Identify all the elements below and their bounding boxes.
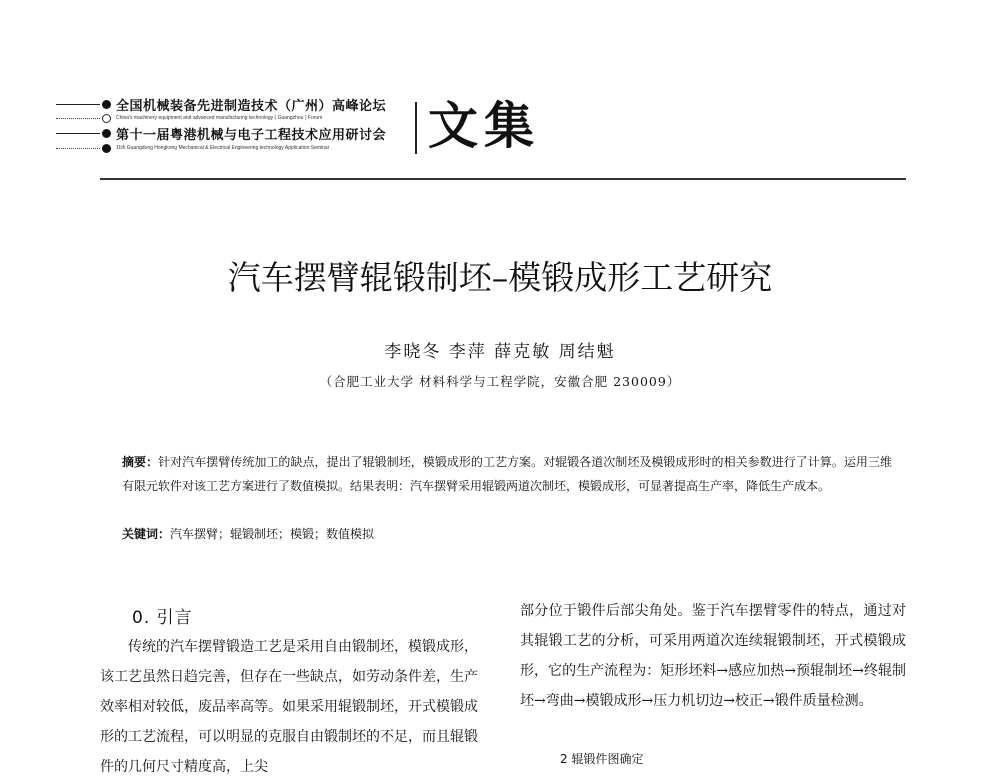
keywords bbox=[122, 522, 892, 546]
next-subheading: 2 辊锻件图确定 bbox=[560, 752, 644, 766]
header-rule-segment bbox=[56, 104, 100, 105]
bullet-ring-icon bbox=[102, 114, 111, 123]
header-rule-segment bbox=[56, 133, 100, 134]
keywords-text: 汽车摆臂；辊锻制坯；模锻；数值模拟 bbox=[170, 527, 375, 541]
bullet-icon bbox=[102, 129, 111, 138]
header-bottom-rule bbox=[100, 178, 906, 180]
bullet-icon bbox=[102, 144, 111, 153]
keywords-label: 关键词： bbox=[122, 527, 171, 541]
forum-name-en: China's machinery equipment and advanced manufacturing technology ( Guangzhou ) Forum bbox=[116, 115, 323, 121]
header-row-4 bbox=[56, 141, 329, 155]
header-row-1 bbox=[56, 97, 387, 114]
paper-title: 汽车摆臂辊锻制坯–模锻成形工艺研究 bbox=[227, 258, 773, 297]
paper-authors: 李晓冬 李萍 薛克敏 周结魁 bbox=[384, 342, 616, 362]
abstract bbox=[122, 450, 892, 498]
header-rule-segment bbox=[56, 148, 100, 149]
body-right-column: 部分位于锻件后部尖角处。鉴于汽车摆臂零件的特点，通过对其辊锻工艺的分析，可采用两道次连续辊锻制坯，开式模锻成形，它的生产流程为：矩形坯料→感应加热→预辊制坯→终辊制坯→弯曲→模锻成形→压力机切边→校正→锻件质量检测。 bbox=[520, 603, 906, 709]
header-divider bbox=[415, 102, 417, 154]
paper-affiliation: （合肥工业大学 材料科学与工程学院，安徽合肥 230009） bbox=[319, 374, 681, 389]
collection-label: 文集 bbox=[428, 96, 540, 155]
section-heading: 0. 引言 bbox=[132, 608, 193, 628]
bullet-icon bbox=[102, 100, 111, 109]
abstract-label: 摘要： bbox=[122, 455, 159, 469]
seminar-name-en: 11th Guangdong Hongkong Mechanical & Electrical Engineering technology Application Seminar bbox=[116, 145, 330, 151]
header-rule-segment bbox=[56, 118, 100, 119]
forum-name-cn: 全国机械装备先进制造技术（广州）高峰论坛 bbox=[116, 98, 387, 114]
abstract-text: 针对汽车摆臂传统加工的缺点，提出了辊锻制坯，模锻成形的工艺方案。对辊锻各道次制坯及模锻成形时的相关参数进行了计算。运用三维有限元软件对该工艺方案进行了数值模拟。结果表明：汽车摆臂采用辊锻两道次制坯，模锻成形，可显著提高生产率，降低生产成本。 bbox=[122, 455, 892, 493]
seminar-name-cn: 第十一届粤港机械与电子工程技术应用研讨会 bbox=[116, 127, 387, 143]
body-left-column: 传统的汽车摆臂锻造工艺是采用自由锻制坯，模锻成形，该工艺虽然日趋完善，但存在一些缺点，如劳动条件差，生产效率相对较低，废品率高等。如果采用辊锻制坯，开式模锻成形的工艺流程，可以明显的克服自由锻制坯的不足，而且辊锻件的几何尺寸精度高，上尖 bbox=[100, 639, 478, 775]
header-row-3 bbox=[56, 126, 387, 143]
